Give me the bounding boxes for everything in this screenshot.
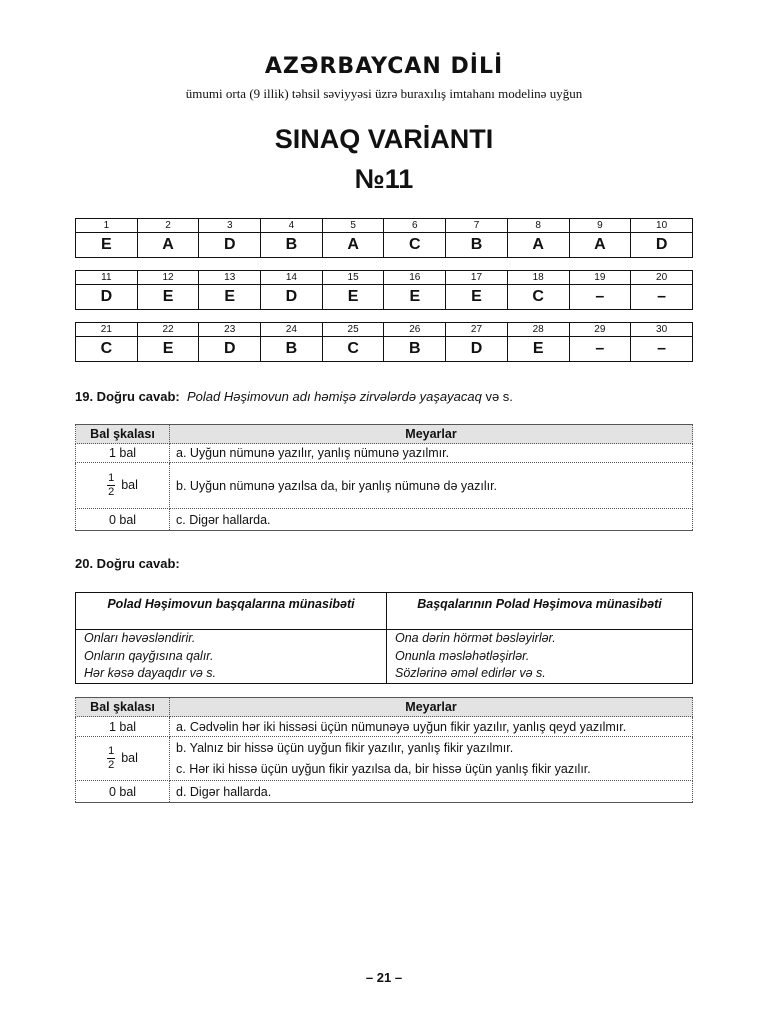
- score-cell-half: [76, 463, 170, 509]
- fraction-denominator: 2: [108, 486, 115, 498]
- question-number-cell: 18: [507, 271, 569, 285]
- answer-letter-cell: D: [199, 233, 261, 258]
- question-number-cell: 8: [507, 219, 569, 233]
- answer-letter-cell: E: [76, 233, 138, 258]
- answer-letter-cell: B: [261, 233, 323, 258]
- question-number-cell: 20: [631, 271, 693, 285]
- fraction: [107, 745, 115, 772]
- score-unit: bal: [121, 750, 138, 765]
- subject-subtitle: ümumi orta (9 illik) təhsil səviyyəsi üzrə buraxılış imtahanı modelinə uyğun: [185, 86, 583, 101]
- criteria-cell: d. Digər hallarda.: [170, 781, 693, 803]
- answer-letter-cell: C: [384, 233, 446, 258]
- q19-answer: Polad Həşimovun adı həmişə zirvələrdə yaşayacaq: [187, 389, 482, 404]
- question-number-cell: 21: [76, 323, 138, 337]
- question-number-cell: 13: [199, 271, 261, 285]
- relations-table: [75, 592, 693, 684]
- answer-letter-cell: –: [569, 337, 631, 362]
- answer-letter-cell: A: [322, 233, 384, 258]
- question-number-cell: 22: [137, 323, 199, 337]
- score-cell: 0 bal: [76, 509, 170, 531]
- answer-key-table-3: [75, 322, 693, 362]
- question-number-cell: 11: [76, 271, 138, 285]
- answer-letter-cell: D: [199, 337, 261, 362]
- answer-letter-cell: C: [322, 337, 384, 362]
- score-header: Bal şkalası: [76, 698, 170, 717]
- score-cell: 1 bal: [76, 444, 170, 463]
- relations-col2-header: Başqalarının Polad Həşimova münasibəti: [387, 593, 693, 630]
- question-number-cell: 15: [322, 271, 384, 285]
- page-title: SINAQ VARİANTI: [274, 124, 494, 154]
- question-number-cell: 23: [199, 323, 261, 337]
- question-number-cell: 24: [261, 323, 323, 337]
- relations-col2-body: [387, 630, 693, 684]
- question-number-cell: 6: [384, 219, 446, 233]
- score-unit: bal: [121, 477, 138, 492]
- answer-letter-cell: B: [384, 337, 446, 362]
- answer-letter-cell: E: [137, 337, 199, 362]
- question-number-cell: 27: [446, 323, 508, 337]
- question-number-cell: 12: [137, 271, 199, 285]
- answer-letter-cell: E: [446, 285, 508, 310]
- fraction-denominator: 2: [108, 759, 115, 771]
- subject-title: AZƏRBAYCAN DİLİ: [264, 54, 504, 79]
- answer-letter-cell: E: [137, 285, 199, 310]
- answer-letter-cell: –: [569, 285, 631, 310]
- relations-col1-body: [76, 630, 387, 684]
- answer-key-table-1: [75, 218, 693, 258]
- question-number-cell: 16: [384, 271, 446, 285]
- answer-letter-cell: C: [76, 337, 138, 362]
- relations-line: Onların qayğısına qalır.: [84, 648, 214, 663]
- q20-answer-line: [75, 556, 180, 571]
- question-number-cell: 9: [569, 219, 631, 233]
- answer-letter-cell: B: [261, 337, 323, 362]
- relations-line: Sözlərinə əməl edirlər və s.: [395, 666, 546, 680]
- question-number-cell: 30: [631, 323, 693, 337]
- answer-letter-cell: D: [446, 337, 508, 362]
- question-number-cell: 26: [384, 323, 446, 337]
- question-number-cell: 4: [261, 219, 323, 233]
- question-number-cell: 3: [199, 219, 261, 233]
- q19-answer-line: [75, 389, 513, 404]
- relations-col1-header: Polad Həşimovun başqalarına münasibəti: [76, 593, 387, 630]
- criteria-header: Meyarlar: [170, 698, 693, 717]
- question-number-cell: 2: [137, 219, 199, 233]
- question-number-cell: 25: [322, 323, 384, 337]
- answer-letter-cell: A: [507, 233, 569, 258]
- answer-letter-cell: A: [137, 233, 199, 258]
- relations-line: Onunla məsləhətləşirlər.: [395, 648, 530, 663]
- score-cell: 1 bal: [76, 717, 170, 737]
- question-number-cell: 28: [507, 323, 569, 337]
- relations-line: Hər kəsə dayaqdır və s.: [84, 666, 217, 680]
- fraction-numerator: 1: [108, 472, 115, 484]
- question-number-cell: 7: [446, 219, 508, 233]
- criteria-line: b. Yalnız bir hissə üçün uyğun fikir yazılır, yanlış fikir yazılmır.: [176, 740, 514, 755]
- answer-letter-cell: –: [631, 337, 693, 362]
- question-number-cell: 17: [446, 271, 508, 285]
- q19-label: 19. Doğru cavab:: [75, 389, 180, 404]
- criteria-cell: [170, 737, 693, 781]
- question-number-cell: 5: [322, 219, 384, 233]
- answer-letter-cell: E: [199, 285, 261, 310]
- fraction-numerator: 1: [108, 745, 115, 757]
- criteria-line: c. Hər iki hissə üçün uyğun fikir yazılsa da, bir hissə üçün yanlış fikir yazılır.: [176, 761, 591, 776]
- criteria-table-19: [75, 424, 693, 531]
- relations-line: Ona dərin hörmət bəsləyirlər.: [395, 631, 556, 645]
- score-cell-half: [76, 737, 170, 781]
- answer-letter-cell: D: [631, 233, 693, 258]
- variant-number: №11: [354, 164, 414, 194]
- score-header: Bal şkalası: [76, 425, 170, 444]
- answer-letter-cell: A: [569, 233, 631, 258]
- relations-line: Onları həvəsləndirir.: [84, 631, 196, 645]
- q20-label: 20. Doğru cavab:: [75, 556, 180, 571]
- answer-letter-cell: D: [76, 285, 138, 310]
- answer-letter-cell: –: [631, 285, 693, 310]
- criteria-header: Meyarlar: [170, 425, 693, 444]
- answer-letter-cell: C: [507, 285, 569, 310]
- answer-letter-cell: E: [507, 337, 569, 362]
- fraction: [107, 472, 115, 499]
- question-number-cell: 29: [569, 323, 631, 337]
- answer-letter-cell: D: [261, 285, 323, 310]
- question-number-cell: 14: [261, 271, 323, 285]
- score-cell: 0 bal: [76, 781, 170, 803]
- q19-suffix: və s.: [485, 389, 513, 404]
- criteria-cell: b. Uyğun nümunə yazılsa da, bir yanlış nümunə də yazılır.: [170, 463, 693, 509]
- answer-letter-cell: E: [322, 285, 384, 310]
- answer-letter-cell: B: [446, 233, 508, 258]
- answer-letter-cell: E: [384, 285, 446, 310]
- question-number-cell: 1: [76, 219, 138, 233]
- criteria-table-20: [75, 697, 693, 803]
- question-number-cell: 19: [569, 271, 631, 285]
- question-number-cell: 10: [631, 219, 693, 233]
- criteria-cell: a. Uyğun nümunə yazılır, yanlış nümunə yazılmır.: [170, 444, 693, 463]
- criteria-cell: a. Cədvəlin hər iki hissəsi üçün nümunəyə uyğun fikir yazılır, yanlış qeyd yazılmır.: [170, 717, 693, 737]
- criteria-cell: c. Digər hallarda.: [170, 509, 693, 531]
- page-number: – 21 –: [365, 970, 403, 985]
- answer-key-table-2: [75, 270, 693, 310]
